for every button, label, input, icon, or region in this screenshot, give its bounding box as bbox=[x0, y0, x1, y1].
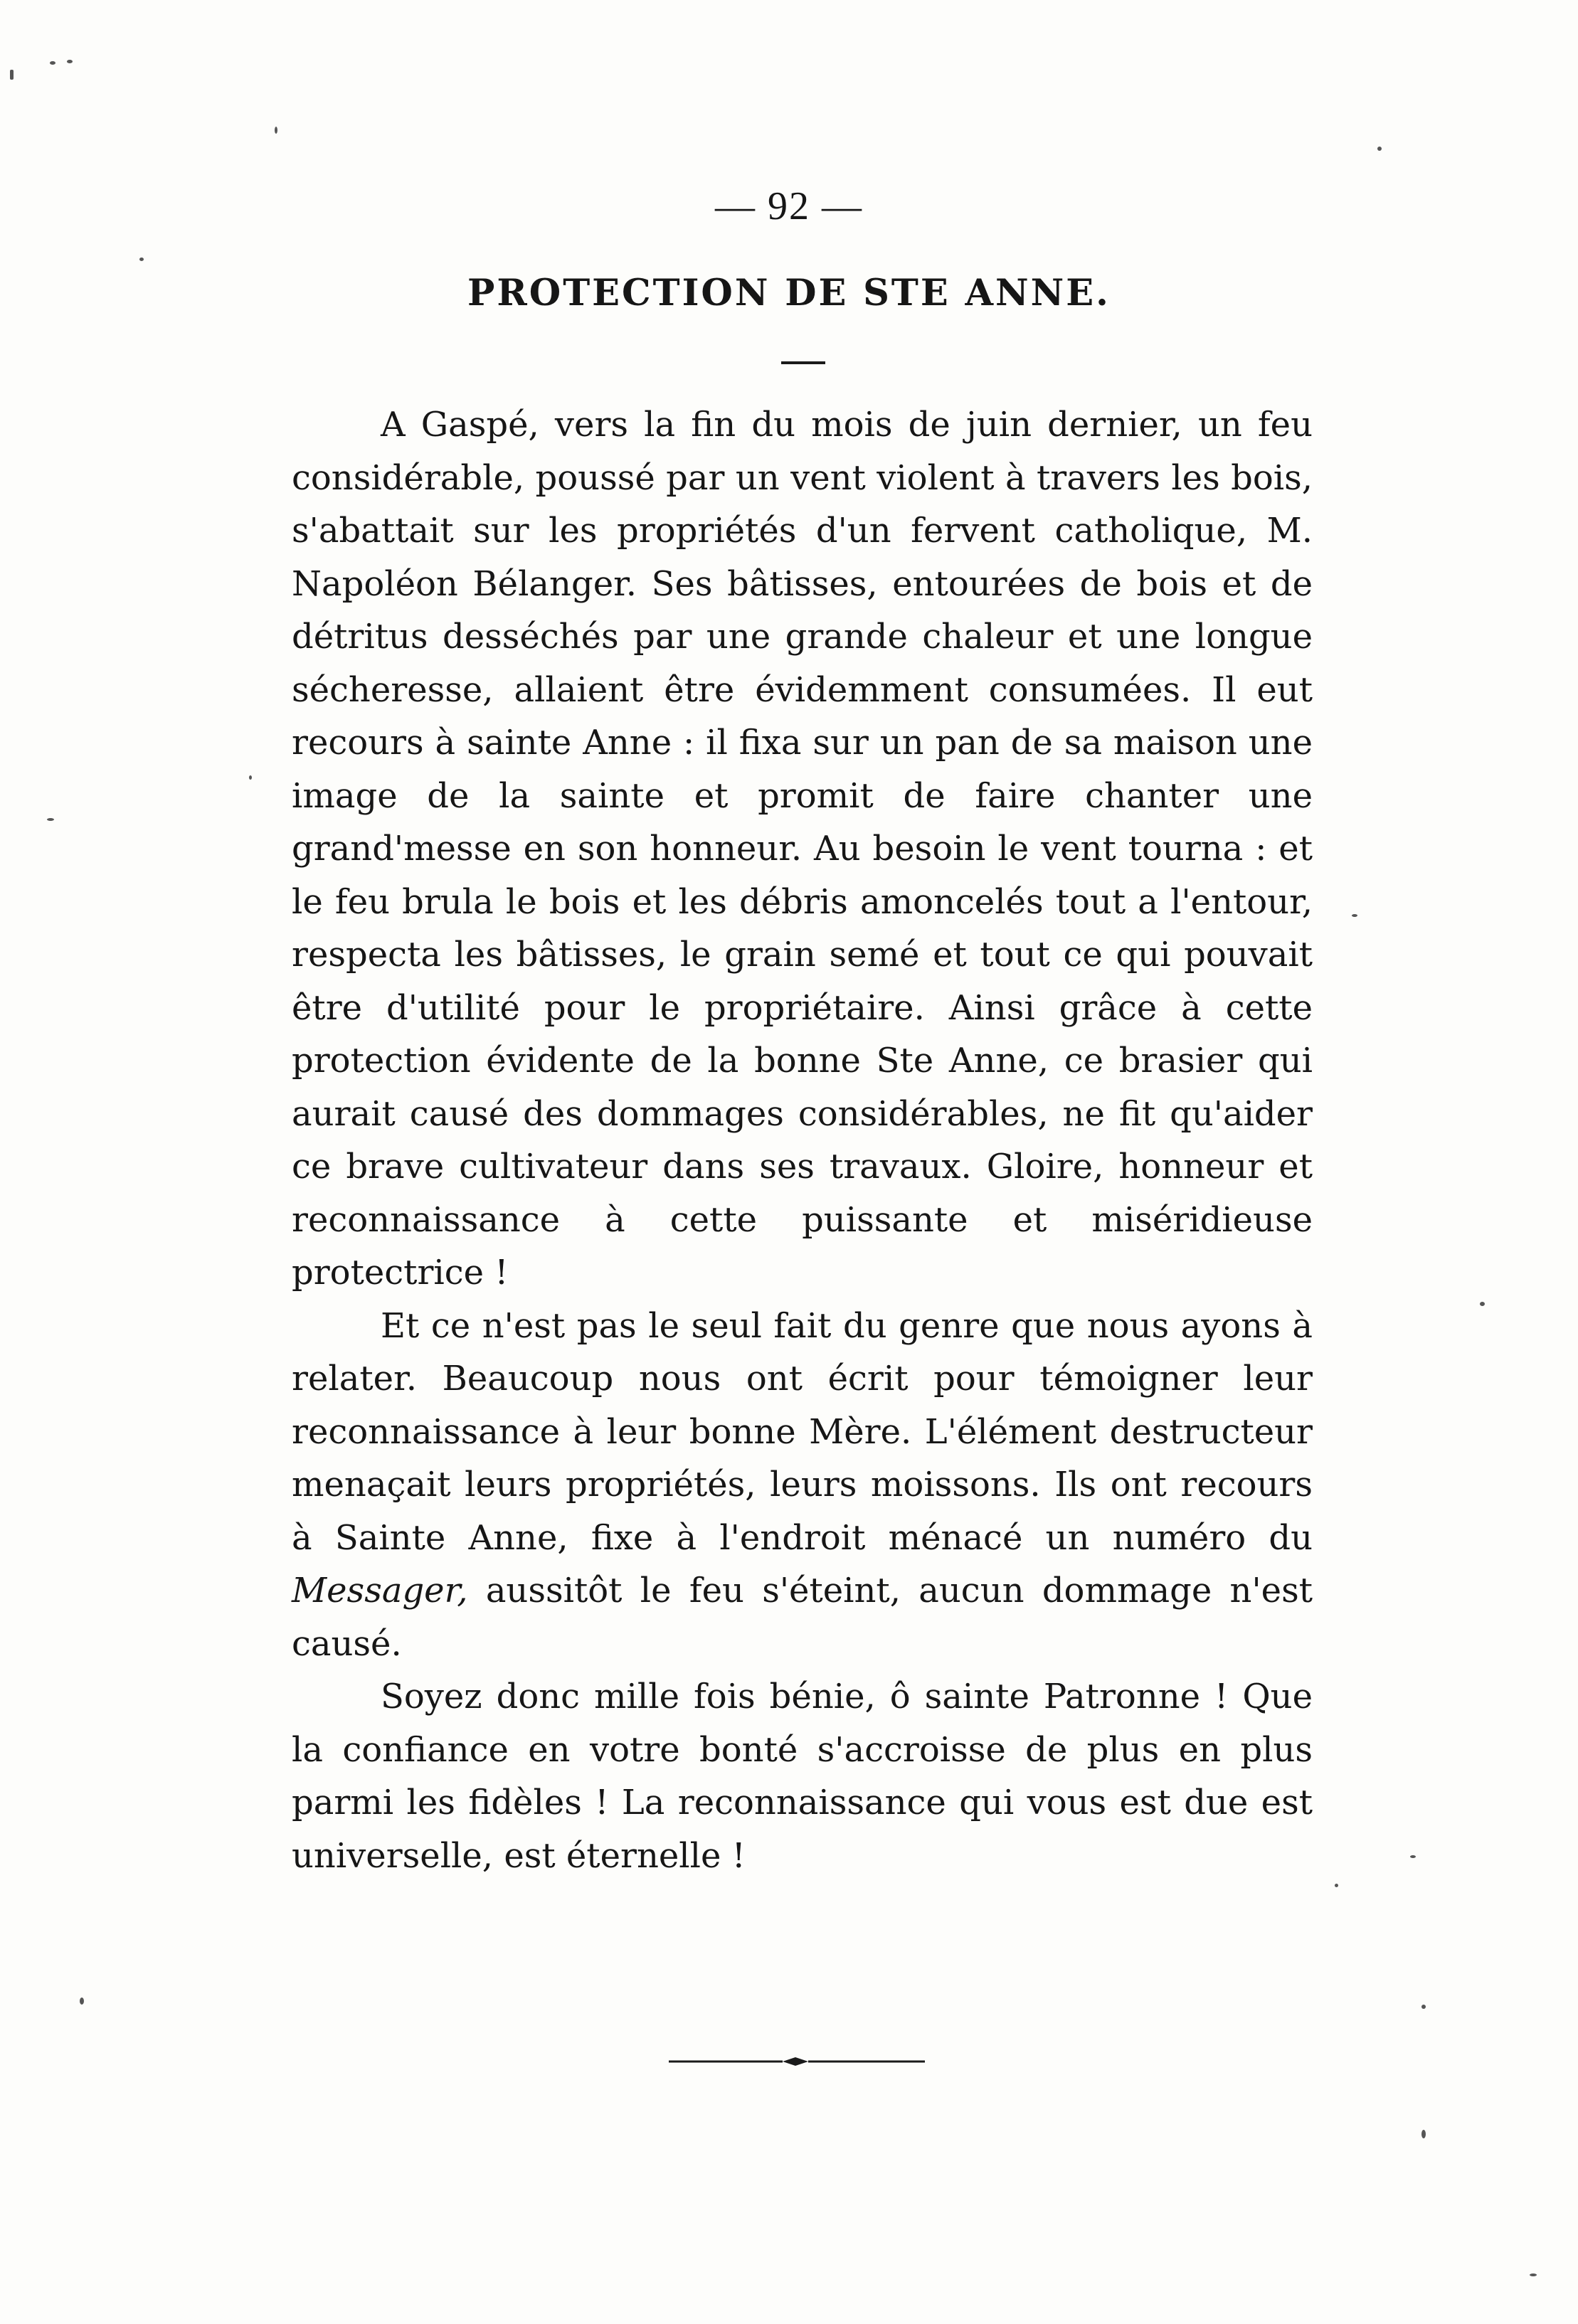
scan-speck bbox=[10, 70, 14, 80]
scan-speck bbox=[139, 258, 144, 261]
paragraph-2 bbox=[292, 1300, 1313, 1671]
scan-speck bbox=[1530, 2273, 1537, 2276]
scan-speck bbox=[275, 127, 277, 134]
paragraph-2-text-start: Et ce n'est pas le seul fait du genre que nous ayons à relater. Beaucoup nous ont écrit pour témoigner leur reconnaissance à leur bonne Mère. L'élément destructeur menaçait leurs propriétés, leurs moissons. Ils ont recours à Sainte Anne, fixe à l'endroit ménacé un numéro du bbox=[292, 1305, 1313, 1558]
scan-speck bbox=[1335, 1884, 1338, 1887]
scan-speck bbox=[1421, 2130, 1426, 2138]
scan-speck bbox=[80, 1997, 84, 2005]
messager-title: Messager, bbox=[292, 1571, 468, 1611]
scan-speck bbox=[47, 818, 54, 821]
paragraph-1: A Gaspé, vers la fin du mois de juin dernier, un feu considérable, poussé par un vent violent à travers les bois, s'abattait sur les propriétés d'un fervent catholique, M. Napoléon Bélanger. Ses bâtisses, entourées de bois et de détritus desséchés par une grande chaleur et une longue sécheresse, allaient être évidemment consumées. Il eut recours à sainte Anne : il fixa sur un pan de sa maison une image de la sainte et promit de faire chanter une grand'messe en son honneur. Au besoin le vent tourna : et le feu brula le bois et les débris amoncelés tout a l'entour, respecta les bâtisses, le grain semé et tout ce qui pouvait être d'utilité pour le propriétaire. Ainsi grâce à cette protection évidente de la bonne Ste Anne, ce brasier qui aurait causé des dommages considérables, ne fit qu'aider ce brave cultivateur dans ses travaux. Gloire, honneur et reconnaissance à cette puissante et miséridieuse protectrice ! bbox=[292, 405, 1313, 1293]
scan-speck bbox=[249, 775, 252, 780]
paragraph-3: Soyez donc mille fois bénie, ô sainte Patronne ! Que la confiance en votre bonté s'accroisse de plus en plus parmi les fidèles ! La reconnaissance qui vous est due est universelle, est éternelle ! bbox=[292, 1677, 1313, 1876]
scan-speck bbox=[1421, 2005, 1426, 2009]
scan-speck bbox=[50, 61, 55, 65]
closing-ornament bbox=[669, 2054, 939, 2069]
ornament-diamond bbox=[783, 2057, 808, 2066]
chapter-title: PROTECTION DE STE ANNE. bbox=[467, 272, 1111, 314]
page-number: — 92 — bbox=[715, 184, 863, 228]
title-divider bbox=[781, 361, 825, 364]
body-text bbox=[292, 398, 1313, 1882]
paragraph-2-text-end: aussitôt le feu s'éteint, aucun dommage n'est causé. bbox=[292, 1571, 1313, 1664]
scan-speck bbox=[1352, 914, 1357, 917]
scan-speck bbox=[1480, 1302, 1485, 1306]
scan-speck bbox=[1377, 147, 1382, 151]
scan-speck bbox=[1410, 1855, 1416, 1858]
scan-speck bbox=[67, 60, 73, 63]
